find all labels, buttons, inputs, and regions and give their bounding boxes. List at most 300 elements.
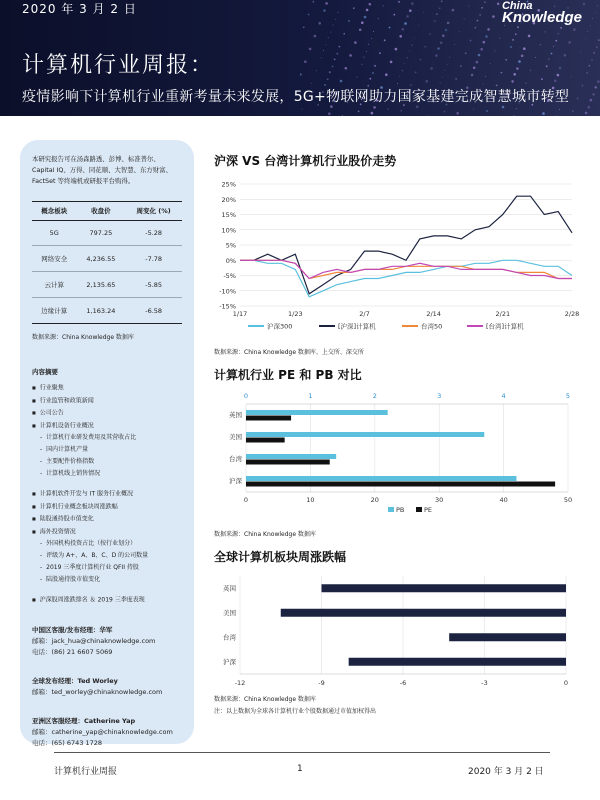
dot — [434, 20, 436, 22]
dot — [483, 41, 486, 44]
table-cell: 4,236.55 — [76, 246, 125, 272]
dot — [349, 54, 352, 57]
dot — [597, 5, 598, 6]
dot — [345, 67, 348, 70]
table-cell: -6.58 — [125, 298, 182, 324]
toc-item: ■ 公司公告 — [32, 407, 182, 420]
dot — [330, 32, 331, 33]
dot — [379, 52, 381, 54]
dot — [357, 77, 358, 78]
dot — [557, 74, 560, 77]
dot — [595, 12, 596, 13]
dot — [366, 9, 369, 12]
dot — [585, 112, 588, 115]
dot — [397, 83, 398, 84]
legend-label: 台湾50 — [421, 322, 443, 331]
dot — [304, 60, 307, 63]
dot — [441, 0, 443, 2]
dot — [473, 67, 476, 70]
dot — [426, 80, 429, 83]
toc-item: - 主要配件价格指数 — [32, 456, 182, 468]
pb-bar — [246, 432, 484, 437]
pe-pb-bar-chart — [212, 388, 584, 520]
footer-divider — [54, 752, 550, 753]
dot — [590, 99, 593, 102]
dot — [559, 109, 560, 110]
dot — [516, 108, 517, 109]
dot — [409, 9, 412, 12]
toc-item: ■ 计算机行业概念板块周涨跌幅 — [32, 501, 182, 514]
dot — [385, 73, 388, 76]
dot — [484, 1, 486, 3]
footer-page-number: 1 — [297, 764, 303, 774]
dot — [513, 73, 516, 76]
dot — [541, 78, 543, 80]
dot — [551, 53, 553, 55]
dot — [516, 67, 519, 70]
table-row — [32, 298, 182, 324]
category-label: 台湾 — [223, 633, 236, 642]
legend-label: PE — [424, 506, 433, 514]
dot — [409, 50, 410, 51]
dot — [485, 35, 488, 38]
dot — [585, 38, 586, 39]
dot — [542, 112, 545, 115]
dot — [323, 50, 324, 51]
dot — [481, 7, 483, 9]
dot — [398, 1, 400, 3]
dot — [564, 54, 567, 57]
dot — [514, 115, 515, 116]
dot — [442, 77, 443, 78]
table-cell: 5G — [32, 221, 76, 246]
dot — [559, 67, 562, 70]
dot — [321, 57, 322, 58]
brand-line2: Knowledge — [501, 9, 582, 26]
table-row — [32, 272, 182, 298]
dot — [490, 63, 491, 64]
dot — [573, 28, 576, 31]
dot — [460, 65, 462, 67]
dot — [597, 80, 600, 83]
dot — [363, 57, 364, 58]
dot — [593, 52, 595, 54]
dot — [309, 48, 312, 51]
contact-head: 亚洲区客服经理：Catherine Yap — [32, 716, 136, 725]
dot — [348, 20, 350, 22]
dot — [473, 109, 474, 110]
dot — [596, 46, 598, 48]
table-cell: 边缘计算 — [32, 298, 76, 324]
change-bar — [322, 584, 567, 592]
x-tick-label: -3 — [481, 679, 488, 687]
pb-bar — [246, 410, 388, 415]
dot — [465, 52, 467, 54]
dot — [572, 110, 574, 112]
dot — [369, 3, 372, 6]
dot — [576, 64, 577, 65]
toc-item: - 评级为 A+、A、B、C、D 的公司数量 — [32, 550, 182, 562]
dot — [530, 70, 531, 71]
dot — [383, 5, 384, 6]
contact-head: 中国区客服/发布经理：华军 — [32, 625, 113, 634]
toc-title: 内容摘要 — [32, 368, 58, 376]
dot — [468, 6, 469, 7]
table-header: 收盘价 — [76, 202, 125, 221]
legend-label: [台湾]计算机 — [486, 322, 524, 331]
table-header: 周变化 (%) — [125, 202, 182, 221]
table-source: 数据来源：China Knowledge 数据库 — [32, 334, 134, 341]
dot — [437, 47, 440, 50]
x-tick-label: 0 — [563, 679, 569, 687]
dot — [378, 18, 379, 19]
dot — [582, 85, 584, 87]
toc-item: ■ 计算机软件开发与 IT 服务行业概况 — [32, 488, 182, 501]
dot — [384, 39, 386, 41]
change-bar — [349, 658, 566, 666]
dot — [415, 72, 417, 74]
top-axis-tick: 1 — [308, 392, 313, 400]
toc-item: ■ 海外投资情况 — [32, 526, 182, 539]
y-tick-label: 20% — [221, 195, 236, 204]
table-row — [32, 246, 182, 272]
dot — [518, 60, 521, 63]
dot — [480, 48, 483, 51]
table-cell: -7.78 — [125, 246, 182, 272]
change-bar — [281, 609, 566, 617]
pe-bar — [246, 438, 285, 443]
dot — [423, 12, 424, 13]
dot — [361, 64, 362, 65]
legend-label: [沪深]计算机 — [338, 322, 376, 331]
section-title-weekly-change: 全球计算机板块周涨跌幅 — [214, 550, 347, 564]
bottom-axis-tick: 40 — [499, 496, 508, 504]
toc-item: ■ 沪深股周涨跌排名 ＆ 2019 三季度表现 — [32, 594, 182, 607]
dot — [592, 18, 593, 19]
dot — [435, 54, 438, 57]
dot — [486, 110, 488, 112]
dot — [374, 65, 376, 67]
weekly-change-bar-chart — [212, 570, 584, 690]
category-label: 英国 — [229, 411, 242, 419]
dot — [399, 76, 400, 77]
y-tick-label: 10% — [221, 226, 236, 235]
dot — [556, 115, 557, 116]
dot — [464, 18, 465, 19]
dot — [359, 29, 362, 32]
dot — [440, 42, 443, 45]
dot — [311, 83, 312, 84]
dot — [389, 27, 391, 29]
dot — [554, 80, 557, 83]
dot — [353, 7, 355, 9]
dot — [483, 83, 484, 84]
dot — [456, 112, 459, 115]
dot — [335, 19, 336, 20]
toc-item: - 计算机线上销售情况 — [32, 468, 182, 480]
dot — [476, 61, 479, 64]
bottom-axis-tick: 20 — [370, 496, 379, 504]
dot — [477, 20, 479, 22]
dot — [511, 80, 514, 83]
contact-block — [32, 716, 182, 749]
dot — [424, 46, 426, 48]
category-label: 美国 — [223, 608, 236, 617]
dot — [300, 73, 302, 76]
category-label: 英国 — [223, 584, 236, 593]
dot — [318, 22, 321, 25]
top-axis-tick: 4 — [501, 392, 506, 400]
dot — [407, 57, 408, 58]
dot — [390, 61, 393, 64]
table-cell: 云计算 — [32, 272, 76, 298]
footer-report-name: 计算机行业周报 — [54, 767, 118, 777]
section-title-stock-trend: 沪深 VS 台湾计算机行业股价走势 — [214, 154, 397, 168]
dot — [525, 83, 526, 84]
dot — [515, 33, 517, 35]
dot — [368, 44, 369, 45]
category-label: 美国 — [229, 433, 242, 441]
dot — [470, 40, 472, 42]
dot — [371, 112, 374, 115]
category-label: 沪深 — [223, 657, 236, 666]
top-axis-tick: 5 — [565, 392, 571, 400]
x-tick-label: 1/23 — [288, 310, 303, 318]
legend-label: PB — [396, 506, 405, 514]
dot — [588, 65, 590, 67]
dot — [449, 57, 450, 58]
dot — [418, 25, 419, 26]
dot — [535, 57, 536, 58]
dot — [402, 70, 403, 71]
dot — [505, 59, 507, 61]
report-date: 2020 年 3 月 2 日 — [22, 2, 137, 16]
dot — [444, 111, 446, 113]
table-cell: -5.28 — [125, 221, 182, 246]
dot — [492, 15, 495, 18]
dot — [590, 25, 591, 26]
dot — [328, 37, 329, 38]
dot — [540, 44, 541, 45]
dot — [336, 53, 338, 55]
dot — [592, 93, 595, 96]
contact-phone: 电话：(86) 21 6607 5069 — [32, 647, 113, 656]
sidebar-panel — [20, 140, 194, 747]
dot — [583, 3, 586, 6]
dot — [517, 26, 519, 28]
pe-bar — [246, 416, 291, 421]
dot — [528, 35, 531, 38]
contact-email: 邮箱：jack_hua@chinaknowledge.com — [32, 636, 156, 645]
bottom-axis-tick: 0 — [243, 496, 249, 504]
toc-item: - 外国机构投资占比（按行业划分） — [32, 538, 182, 550]
bottom-axis-tick: 10 — [306, 496, 315, 504]
legend-swatch — [416, 507, 422, 512]
dot — [373, 31, 374, 32]
section-source-stock-trend: 数据来源：China Knowledge 数据库、上交所、深交所 — [214, 349, 364, 356]
dot — [395, 48, 398, 51]
dot — [445, 29, 448, 32]
dot — [440, 82, 441, 83]
bottom-axis-tick: 30 — [435, 496, 444, 504]
dot — [455, 78, 457, 80]
dot — [371, 38, 372, 39]
dot — [474, 27, 476, 29]
dot — [459, 31, 460, 32]
availability-note: 本研究报告可在汤森路透、彭博、标准普尔、Capital IQ、万得、同花顺、大智慧、东方财富、FactSet 等终端机或研报平台购得。 — [32, 155, 172, 185]
contact-email: 邮箱：catherine_yap@chinaknowledge.com — [32, 727, 173, 736]
dot — [571, 76, 572, 77]
y-tick-label: 0% — [225, 256, 236, 265]
dot — [420, 59, 422, 61]
y-tick-label: -15% — [219, 302, 236, 311]
table-header-row — [32, 202, 182, 221]
dot — [342, 115, 343, 116]
y-tick-label: 15% — [221, 211, 236, 219]
report-title: 计算机行业周报： — [22, 53, 215, 78]
dot — [442, 34, 445, 37]
pb-bar — [246, 476, 516, 481]
dot — [312, 1, 314, 3]
bottom-axis-tick: 50 — [563, 496, 573, 504]
toc-item: ■ 计算机设备行业概况 — [32, 420, 182, 433]
table-of-contents — [32, 382, 182, 607]
dot — [323, 9, 326, 12]
dot — [495, 51, 496, 52]
dot — [510, 46, 512, 48]
toc-item: ■ 陆股通持股市值变化 — [32, 513, 182, 526]
dot — [502, 106, 505, 109]
dot — [358, 111, 360, 113]
dot — [366, 51, 367, 52]
dot — [471, 74, 474, 77]
change-bar — [449, 633, 566, 641]
toc-item: - 计算机行业研发费用及其营收占比 — [32, 432, 182, 444]
section-source-weekly-change: 数据来源：China Knowledge 数据库 — [214, 696, 316, 703]
dot — [404, 63, 405, 64]
dot — [361, 21, 364, 24]
dot — [452, 9, 455, 12]
dot — [512, 39, 514, 41]
contact-block — [32, 625, 182, 658]
dot — [553, 46, 555, 48]
x-tick-label: -12 — [234, 679, 246, 687]
x-tick-label: -6 — [399, 679, 407, 687]
table-cell: 797.25 — [76, 221, 125, 246]
dot — [334, 59, 336, 61]
table-cell: 1,163.24 — [76, 298, 125, 324]
table-cell: 2,135.65 — [76, 272, 125, 298]
pe-bar — [246, 482, 555, 487]
dot — [337, 12, 338, 13]
table-row — [32, 221, 182, 246]
toc-item: - 2019 三季度计算机行业 QFII 持股 — [32, 562, 182, 574]
contact-block — [32, 676, 182, 698]
y-tick-label: -10% — [219, 287, 236, 296]
pe-bar — [246, 460, 330, 465]
dot — [364, 16, 367, 19]
x-tick-label: 2/28 — [564, 310, 580, 318]
dot — [586, 72, 588, 74]
dot — [454, 44, 455, 45]
toc-item: - 陆股通持股市值变化 — [32, 574, 182, 586]
dot — [546, 65, 548, 67]
brand-logo — [502, 0, 582, 24]
y-tick-label: 5% — [225, 241, 236, 250]
dot — [588, 106, 591, 109]
dot — [428, 115, 429, 116]
dot — [545, 31, 546, 32]
dot — [499, 38, 500, 39]
dot — [325, 2, 328, 5]
dot — [523, 47, 526, 50]
dot — [343, 33, 345, 35]
dot — [485, 76, 486, 77]
dot — [333, 25, 334, 26]
dot — [479, 14, 481, 16]
dot — [558, 33, 560, 35]
dot — [521, 55, 524, 58]
y-tick-label: -5% — [223, 272, 236, 280]
dot — [303, 26, 305, 28]
dot — [501, 72, 503, 74]
top-axis-tick: 2 — [372, 392, 377, 400]
footer-date: 2020 年 3 月 2 日 — [468, 767, 544, 777]
x-tick-label: -9 — [318, 679, 325, 687]
dot — [548, 58, 550, 60]
legend-label: 沪深300 — [267, 322, 293, 331]
x-tick-label: 2/7 — [359, 310, 370, 318]
top-axis-tick: 3 — [437, 392, 442, 400]
section-source-pe-pb: 数据来源：China Knowledge 数据库 — [214, 531, 316, 538]
toc-item: ■ 行业聚焦 — [32, 382, 182, 395]
dot — [429, 33, 431, 35]
pb-bar — [246, 454, 336, 459]
dot — [404, 22, 407, 25]
dot — [308, 14, 310, 16]
top-axis-tick: 0 — [243, 392, 249, 400]
dot — [373, 106, 376, 109]
stock-trend-line-chart — [212, 176, 584, 336]
contact-phone: 电话：(65) 6743 1728 — [32, 738, 103, 747]
dot — [399, 35, 402, 38]
report-header — [0, 0, 600, 116]
dot — [400, 110, 402, 112]
y-tick-label: 25% — [221, 180, 236, 189]
dot — [577, 98, 579, 100]
dot — [314, 35, 317, 38]
dot — [555, 40, 557, 42]
contact-head: 全球发布经理：Ted Worley — [32, 676, 118, 685]
section-note-weekly-change: 注：以上数据为全球各计算机行业个股数据通过市值加权得出 — [214, 708, 377, 715]
dot — [411, 2, 414, 5]
table-cell: -5.85 — [125, 272, 182, 298]
toc-item: ■ 行业监管和政策新闻 — [32, 395, 182, 408]
dot — [591, 59, 593, 61]
dot — [302, 108, 303, 109]
x-tick-label: 1/17 — [232, 310, 248, 318]
x-tick-label: 2/14 — [426, 310, 441, 318]
dot — [594, 86, 597, 89]
dot — [354, 41, 357, 44]
dot — [478, 54, 481, 57]
category-label: 台湾 — [229, 455, 242, 463]
dot — [328, 112, 331, 115]
dot — [411, 45, 412, 46]
dot — [487, 28, 490, 31]
legend-swatch — [388, 507, 394, 512]
dot — [329, 71, 331, 73]
